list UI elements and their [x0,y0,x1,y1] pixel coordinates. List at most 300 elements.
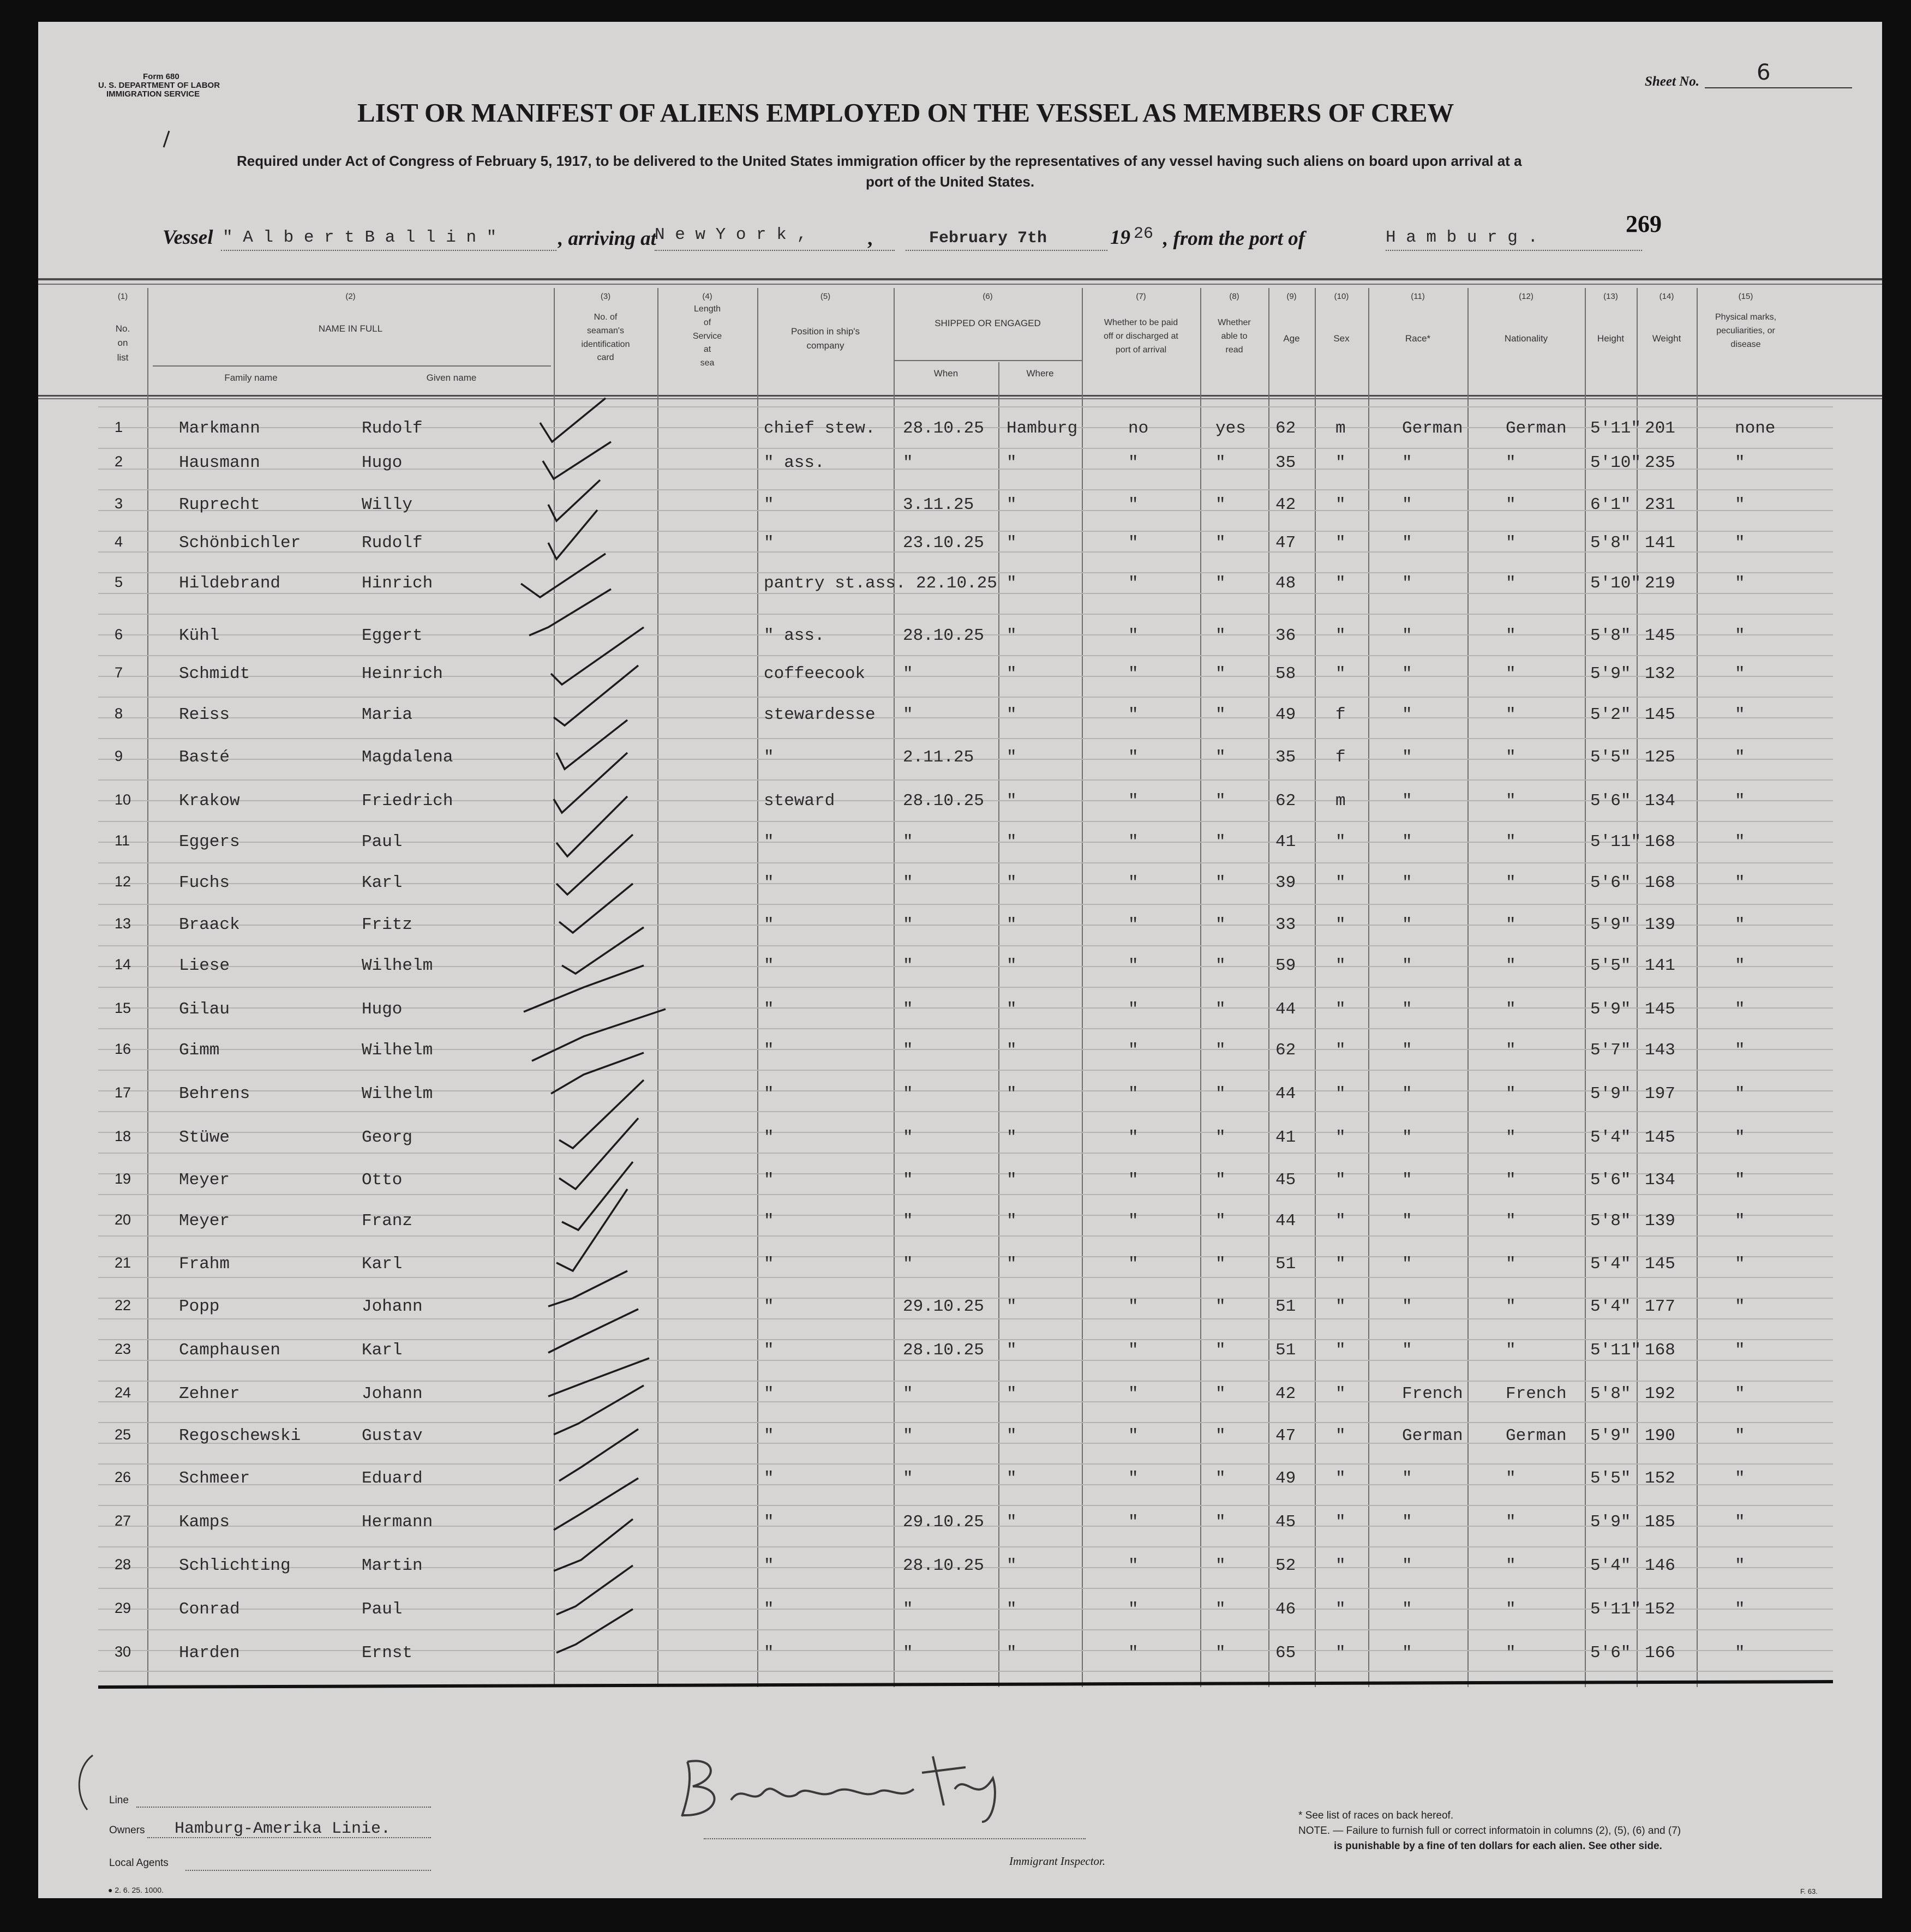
row-sex-cell: m [1335,419,1346,438]
row-sex-cell: " [1335,495,1346,514]
row-age-cell: 35 [1275,748,1296,767]
row-position-cell: " [764,1643,774,1663]
row-height-cell: 5'4" [1590,1128,1631,1147]
row-given-cell: Paul [362,832,403,851]
row-sex-cell: " [1335,956,1346,975]
row-position-cell: " [764,1600,774,1619]
row-family-cell: Liese [179,956,230,975]
row-given-cell: Gustav [362,1426,423,1445]
page-code: 269 [1626,211,1662,237]
row-sex-cell: " [1335,453,1346,472]
agents-label: Local Agents [109,1857,169,1869]
row-height-cell: 5'8" [1590,1211,1631,1231]
row-sex-cell: " [1335,1084,1346,1103]
row-weight-cell: 197 [1645,1084,1675,1103]
row-family-cell: Popp [179,1297,220,1316]
row-given-cell: Karl [362,873,403,892]
col-header-shipped: SHIPPED OR ENGAGED [934,318,1041,328]
col-header-position: Position in ship's company [790,326,860,351]
row-read-cell: " [1215,705,1226,724]
row-no-cell: 4 [115,533,123,550]
col-header-marks: Physical marks, peculiarities, or disease [1715,313,1777,349]
row-paid-cell: " [1128,1297,1139,1316]
row-age-cell: 44 [1275,1211,1296,1231]
row-family-cell: Behrens [179,1084,250,1103]
row-age-cell: 52 [1275,1556,1296,1575]
row-height-cell: 5'8" [1590,626,1631,645]
col-header-height: Height [1597,333,1625,344]
row-paid-cell: " [1128,1211,1139,1231]
row-family-cell: Schönbichler [179,533,301,553]
row-position-cell: " [764,748,774,767]
row-where-cell: " [1007,1556,1017,1575]
row-paid-cell: " [1128,1600,1139,1619]
row-where-cell: " [1007,1255,1017,1274]
row-when-cell: 3.11.25 [903,495,974,514]
row-where-cell: " [1007,1128,1017,1147]
col-header-given: Given name [426,373,477,383]
row-position-cell: stewardesse [764,705,876,724]
col-header-family: Family name [224,373,278,383]
row-sex-cell: " [1335,1600,1346,1619]
col-header-race: Race* [1405,333,1431,344]
row-race-cell: " [1402,453,1412,472]
row-age-cell: 41 [1275,1128,1296,1147]
check-mark [556,1609,633,1653]
row-when-cell: " [903,664,913,683]
row-position-cell: " [764,1341,774,1360]
row-read-cell: " [1215,915,1226,934]
row-nationality-cell: " [1506,1556,1516,1575]
row-family-cell: Kamps [179,1513,230,1532]
row-weight-cell: 145 [1645,705,1675,724]
row-sex-cell: " [1335,915,1346,934]
row-when-cell: 28.10.25 [903,791,984,811]
check-marks [38,22,1882,1898]
row-nationality-cell: " [1506,832,1516,851]
row-where-cell: " [1007,1171,1017,1190]
col-num-3: (3) [600,292,611,301]
row-family-cell: Harden [179,1643,240,1663]
row-given-cell: Eduard [362,1469,423,1488]
check-mark [559,1118,638,1189]
row-nationality-cell: " [1506,1643,1516,1663]
row-where-cell: " [1007,791,1017,811]
row-weight-cell: 146 [1645,1556,1675,1575]
row-weight-cell: 139 [1645,915,1675,934]
row-height-cell: 5'6" [1590,873,1631,892]
row-position-cell: " [764,1384,774,1403]
row-age-cell: 62 [1275,1041,1296,1060]
row-weight-cell: 190 [1645,1426,1675,1445]
row-read-cell: " [1215,574,1226,593]
row-age-cell: 62 [1275,791,1296,811]
row-read-cell: " [1215,748,1226,767]
row-age-cell: 49 [1275,705,1296,724]
row-family-cell: Zehner [179,1384,240,1403]
row-paid-cell: " [1128,1041,1139,1060]
row-weight-cell: 168 [1645,1341,1675,1360]
row-no-cell: 9 [115,748,123,764]
row-where-cell: " [1007,956,1017,975]
row-marks-cell: " [1735,495,1745,514]
row-age-cell: 42 [1275,495,1296,514]
row-family-cell: Gimm [179,1041,220,1060]
row-paid-cell: " [1128,1084,1139,1103]
row-race-cell: " [1402,1211,1412,1231]
row-read-cell: " [1215,1000,1226,1019]
row-marks-cell: " [1735,1171,1745,1190]
col-num-2: (2) [345,292,356,301]
row-paid-cell: " [1128,495,1139,514]
row-read-cell: " [1215,533,1226,553]
row-age-cell: 51 [1275,1255,1296,1274]
check-mark [548,1271,627,1306]
row-height-cell: 5'9" [1590,1000,1631,1019]
row-age-cell: 35 [1275,453,1296,472]
row-marks-cell: " [1735,791,1745,811]
owners-underline [147,1837,431,1838]
row-read-cell: " [1215,1600,1226,1619]
row-given-cell: Georg [362,1128,413,1147]
check-mark [559,1080,644,1148]
row-weight-cell: 177 [1645,1297,1675,1316]
row-race-cell: " [1402,626,1412,645]
row-given-cell: Karl [362,1255,403,1274]
row-where-cell: " [1007,915,1017,934]
row-race-cell: " [1402,1000,1412,1019]
row-where-cell: " [1007,748,1017,767]
row-paid-cell: " [1128,1513,1139,1532]
row-where-cell: " [1007,1513,1017,1532]
row-no-cell: 19 [115,1171,131,1187]
row-nationality-cell: " [1506,574,1516,593]
check-mark [554,1385,644,1435]
inspector-label: Immigrant Inspector. [1009,1855,1106,1868]
row-sex-cell: " [1335,1297,1346,1316]
row-read-cell: " [1215,1556,1226,1575]
row-read-cell: " [1215,791,1226,811]
row-race-cell: " [1402,791,1412,811]
row-when-cell: " [903,832,913,851]
row-weight-cell: 141 [1645,956,1675,975]
row-no-cell: 14 [115,956,131,973]
row-where-cell: " [1007,873,1017,892]
row-height-cell: 5'11" [1590,832,1642,851]
col-num-1: (1) [117,292,128,301]
row-nationality-cell: German [1506,419,1567,438]
row-given-cell: Hugo [362,1000,403,1019]
printer-mark: ● 2. 6. 25. 1000. [108,1886,164,1894]
row-height-cell: 5'4" [1590,1297,1631,1316]
row-weight-cell: 143 [1645,1041,1675,1060]
check-mark [556,1565,633,1615]
row-where-cell: " [1007,1297,1017,1316]
row-height-cell: 5'6" [1590,1171,1631,1190]
row-paid-cell: " [1128,664,1139,683]
row-marks-cell: " [1735,1643,1745,1663]
row-marks-cell: " [1735,1341,1745,1360]
row-family-cell: Markmann [179,419,260,438]
row-where-cell: " [1007,1211,1017,1231]
row-nationality-cell: " [1506,873,1516,892]
row-when-cell: " [903,915,913,934]
row-weight-cell: 168 [1645,873,1675,892]
page-title: LIST OR MANIFEST OF ALIENS EMPLOYED ON THE VESSEL AS MEMBERS OF CREW [357,98,1454,128]
row-when-cell: " [903,1000,913,1019]
row-no-cell: 1 [115,419,123,435]
row-position-cell: " [764,1426,774,1445]
row-sex-cell: " [1335,1128,1346,1147]
row-marks-cell: " [1735,1600,1745,1619]
row-paid-cell: " [1128,1000,1139,1019]
row-height-cell: 5'5" [1590,748,1631,767]
printer-code: 2. 6. 25. 1000. [115,1886,164,1894]
row-height-cell: 5'6" [1590,1643,1631,1663]
row-read-cell: " [1215,1211,1226,1231]
row-race-cell: " [1402,915,1412,934]
row-race-cell: French [1402,1384,1463,1403]
check-mark [554,753,627,813]
col-num-8: (8) [1229,292,1239,301]
row-sex-cell: " [1335,1171,1346,1190]
row-nationality-cell: " [1506,1513,1516,1532]
row-race-cell: " [1402,705,1412,724]
row-where-cell: " [1007,453,1017,472]
row-read-cell: " [1215,956,1226,975]
row-where-cell: " [1007,574,1017,593]
row-no-cell: 10 [115,791,131,808]
row-marks-cell: " [1735,956,1745,975]
row-height-cell: 5'6" [1590,791,1631,811]
row-weight-cell: 152 [1645,1469,1675,1488]
row-when-cell: " [903,873,913,892]
row-family-cell: Stüwe [179,1128,230,1147]
row-height-cell: 5'9" [1590,1084,1631,1103]
check-mark [521,554,606,597]
row-paid-cell: " [1128,832,1139,851]
check-mark [554,1519,633,1571]
row-given-cell: Johann [362,1297,423,1316]
row-no-cell: 21 [115,1255,131,1271]
row-family-cell: Ruprecht [179,495,260,514]
row-age-cell: 49 [1275,1469,1296,1488]
row-paid-cell: " [1128,1556,1139,1575]
row-nationality-cell: " [1506,748,1516,767]
col-header-id-card: No. of seaman's identification card [581,313,630,363]
row-weight-cell: 231 [1645,495,1675,514]
row-when-cell: 28.10.25 [903,1556,984,1575]
row-height-cell: 5'11" [1590,1341,1642,1360]
row-height-cell: 5'10" [1590,453,1642,472]
row-marks-cell: " [1735,1426,1745,1445]
row-no-cell: 16 [115,1041,131,1057]
row-age-cell: 41 [1275,832,1296,851]
row-height-cell: 5'8" [1590,1384,1631,1403]
row-no-cell: 11 [115,832,130,849]
col-num-4: (4) [702,292,712,301]
row-sex-cell: " [1335,1556,1346,1575]
row-when-cell: 29.10.25 [903,1513,984,1532]
row-position-cell: " [764,1084,774,1103]
col-num-10: (10) [1334,292,1349,301]
row-no-cell: 5 [115,574,123,590]
row-marks-cell: " [1735,1384,1745,1403]
row-read-cell: " [1215,1384,1226,1403]
row-nationality-cell: " [1506,791,1516,811]
row-read-cell: " [1215,1469,1226,1488]
check-mark [543,442,611,479]
owners-label: Owners [109,1825,145,1836]
col-num-11: (11) [1411,292,1425,301]
row-where-cell: " [1007,1600,1017,1619]
row-marks-cell: " [1735,626,1745,645]
row-when-cell: 2.11.25 [903,748,974,767]
row-weight-cell: 185 [1645,1513,1675,1532]
row-height-cell: 5'4" [1590,1556,1631,1575]
row-family-cell: Schlichting [179,1556,291,1575]
row-nationality-cell: " [1506,915,1516,934]
check-mark [532,1009,666,1061]
row-family-cell: Basté [179,748,230,767]
row-read-cell: " [1215,1128,1226,1147]
row-weight-cell: 235 [1645,453,1675,472]
row-when-cell: 28.10.25 [903,419,984,438]
row-marks-cell: " [1735,1128,1745,1147]
row-family-cell: Hausmann [179,453,260,472]
row-age-cell: 45 [1275,1513,1296,1532]
row-where-cell: " [1007,1426,1017,1445]
note-line-2: is punishable by a fine of ten dollars for each alien. See other side. [1334,1840,1662,1852]
row-height-cell: 5'2" [1590,705,1631,724]
department-name: U. S. DEPARTMENT OF LABOR [98,81,220,90]
row-age-cell: 47 [1275,1426,1296,1445]
row-paid-cell: " [1128,1255,1139,1274]
row-family-cell: Regoschewski [179,1426,301,1445]
row-height-cell: 5'9" [1590,664,1631,683]
row-marks-cell: " [1735,1084,1745,1103]
row-family-cell: Eggers [179,832,240,851]
row-no-cell: 8 [115,705,123,722]
check-mark [551,1053,644,1094]
row-read-cell: " [1215,1643,1226,1663]
corner-pencil-mark [71,1751,104,1816]
row-given-cell: Hermann [362,1513,433,1532]
row-read-cell: " [1215,1171,1226,1190]
col-header-paid: Whether to be paid off or discharged at port of arrival [1104,318,1178,355]
row-no-cell: 2 [115,453,123,470]
row-sex-cell: " [1335,533,1346,553]
row-paid-cell: " [1128,705,1139,724]
row-where-cell: " [1007,1469,1017,1488]
row-no-cell: 27 [115,1513,131,1529]
row-given-cell: Rudolf [362,419,423,438]
row-nationality-cell: French [1506,1384,1567,1403]
row-marks-cell: " [1735,1556,1745,1575]
row-position-cell: " [764,915,774,934]
row-no-cell: 22 [115,1297,131,1313]
col-header-weight: Weight [1652,333,1681,344]
row-when-cell: " [903,956,913,975]
row-marks-cell: " [1735,1513,1745,1532]
row-read-cell: " [1215,626,1226,645]
row-no-cell: 26 [115,1469,131,1485]
row-no-cell: 6 [115,626,123,643]
row-weight-cell: 145 [1645,1000,1675,1019]
row-given-cell: Wilhelm [362,956,433,975]
row-given-cell: Willy [362,495,413,514]
row-given-cell: Fritz [362,915,413,934]
row-when-cell: " [903,1171,913,1190]
row-marks-cell: " [1735,915,1745,934]
row-nationality-cell: " [1506,705,1516,724]
row-marks-cell: " [1735,705,1745,724]
row-where-cell: " [1007,1000,1017,1019]
row-weight-cell: 134 [1645,1171,1675,1190]
col-num-9: (9) [1286,292,1297,301]
row-position-cell: " [764,1297,774,1316]
row-given-cell: Hinrich [362,574,433,593]
row-where-cell: " [1007,664,1017,683]
sheet-number: 6 [1757,60,1771,85]
row-read-cell: " [1215,1426,1226,1445]
row-nationality-cell: " [1506,1211,1516,1231]
row-nationality-cell: " [1506,1171,1516,1190]
row-marks-cell: " [1735,1469,1745,1488]
col-header-read: Whether able to read [1218,318,1251,355]
row-age-cell: 46 [1275,1600,1296,1619]
row-where-cell: " [1007,832,1017,851]
row-marks-cell: " [1735,1211,1745,1231]
row-when-cell: " [903,1255,913,1274]
row-no-cell: 17 [115,1084,131,1101]
row-nationality-cell: German [1506,1426,1567,1445]
check-mark [559,1429,638,1481]
row-when-cell: " [903,1041,913,1060]
row-when-cell: " [903,1128,913,1147]
row-read-cell: " [1215,1084,1226,1103]
row-race-cell: " [1402,956,1412,975]
row-sex-cell: " [1335,1643,1346,1663]
row-when-cell: " [903,1384,913,1403]
row-age-cell: 44 [1275,1000,1296,1019]
service-name: IMMIGRATION SERVICE [106,89,200,99]
row-nationality-cell: " [1506,1255,1516,1274]
row-position-cell: " [764,873,774,892]
form-number: Form 680 [143,72,179,81]
col-header-no: No. on list [115,323,130,363]
row-family-cell: Fuchs [179,873,230,892]
row-given-cell: Paul [362,1600,403,1619]
row-position-cell: chief stew. [764,419,876,438]
check-mark [554,1478,638,1530]
row-age-cell: 48 [1275,574,1296,593]
row-paid-cell: " [1128,626,1139,645]
col-header-when: When [933,368,959,379]
row-no-cell: 18 [115,1128,131,1144]
col-num-15: (15) [1738,292,1753,301]
row-paid-cell: " [1128,1341,1139,1360]
row-age-cell: 51 [1275,1341,1296,1360]
row-race-cell: " [1402,664,1412,683]
row-read-cell: " [1215,873,1226,892]
from-label: , from the port of [1163,227,1305,250]
row-position-cell: steward [764,791,835,811]
row-height-cell: 5'10" [1590,574,1642,593]
row-nationality-cell: " [1506,1084,1516,1103]
row-height-cell: 5'5" [1590,956,1631,975]
check-mark [548,1309,638,1353]
